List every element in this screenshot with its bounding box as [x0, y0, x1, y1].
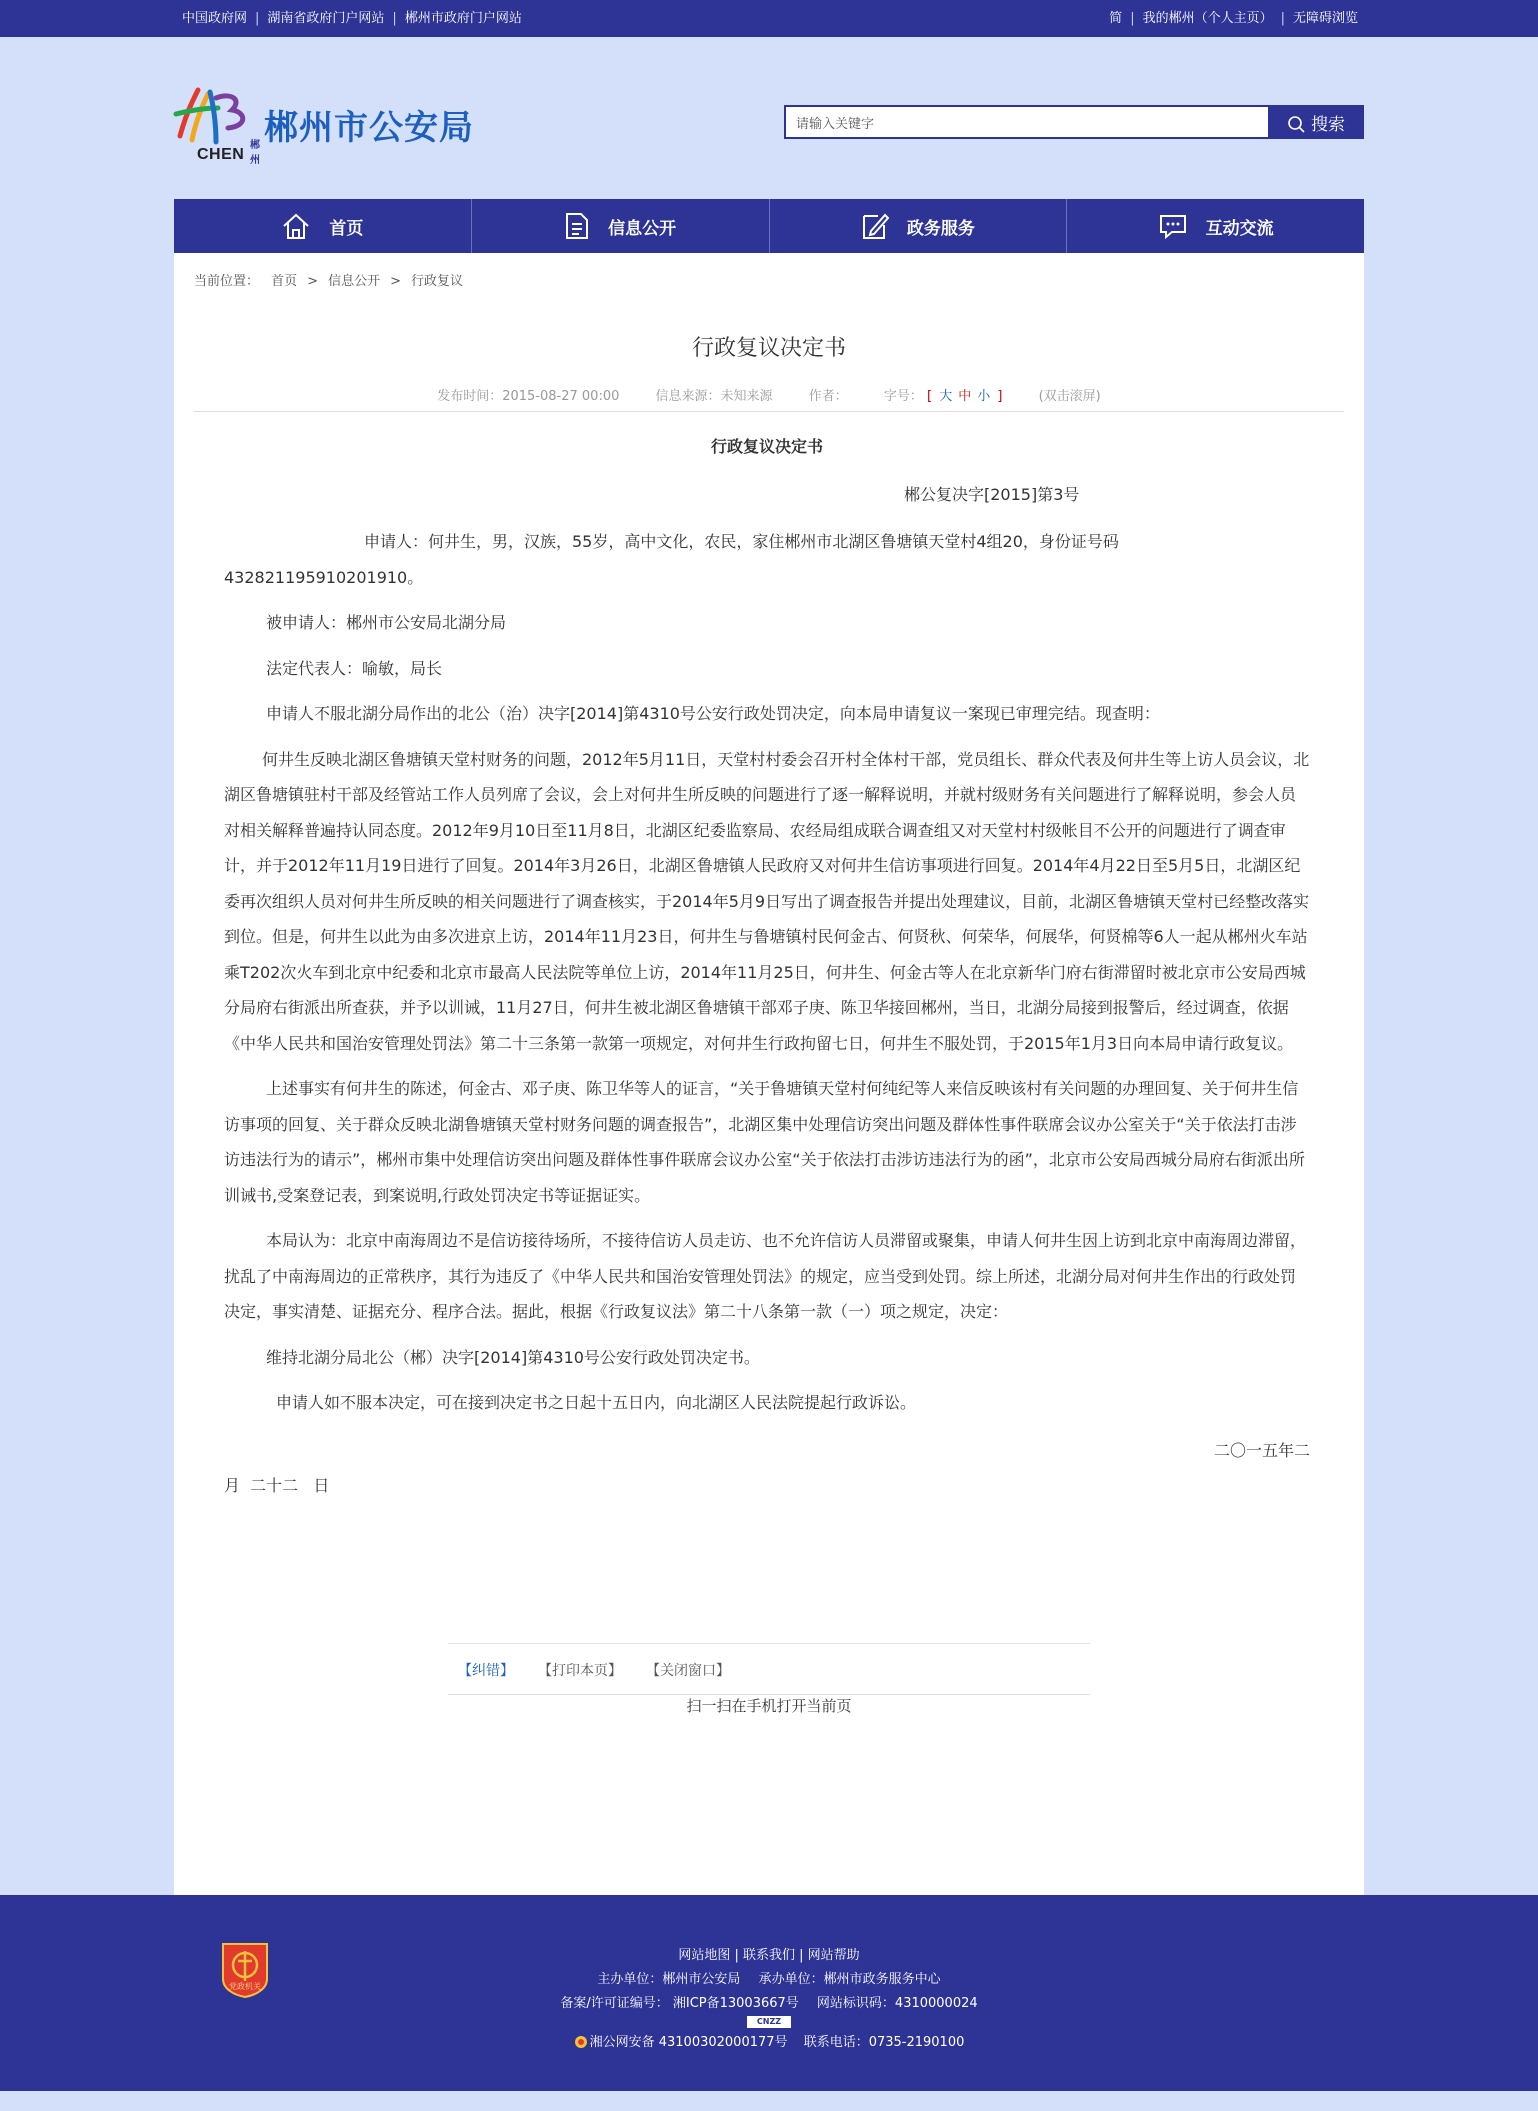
link-chenzhou-gov[interactable]: 郴州市政府门户网站: [404, 11, 522, 26]
font-size-label: 字号：: [883, 389, 923, 404]
link-accessibility[interactable]: 无障碍浏览: [1292, 11, 1358, 26]
paragraph-opinion: 本局认为：北京中南海周边不是信访接待场所，不接待信访人员走访、也不允许信访人员滞留或聚集，申请人何井生因上访到北京中南海周边滞留，扰乱了中南海周边的正常秩序，其行为违反了《中华人民共和国治安管理处罚法》的规定，应当受到处罚。综上所述，北湖分局对何井生作出的行政处罚决定，事实清楚、证据充分、程序合法。据此，根据《行政复议法》第二十八条第一款（一）项之规定，决定：: [224, 1231, 1307, 1321]
document-number: 郴公复决字[2015]第3号: [904, 484, 1080, 504]
paragraph-representative: 法定代表人：喻敏，局长: [266, 658, 443, 678]
document-icon: [564, 211, 590, 241]
font-size-small[interactable]: 小: [977, 389, 991, 404]
author: 作者：: [808, 389, 848, 404]
scroll-hint[interactable]: (双击滚屏): [1038, 389, 1101, 404]
close-window-button[interactable]: 【关闭窗口】: [646, 1663, 730, 1679]
divider: [194, 411, 1344, 412]
nav-interaction[interactable]: [1067, 199, 1364, 253]
edit-icon: [861, 211, 889, 241]
paragraph-evidence: 上述事实有何井生的陈述，何金古、邓子庚、陈卫华等人的证言，“关于鲁塘镇天堂村何纯纪等人来信反映该村有关问题的办理回复、关于何井生信访事项的回复、关于群众反映北湖鲁塘镇天堂村财务问题的调查报告”，北湖区集中处理信访突出问题及群体性事件联席会议办公室关于“关于依法打击涉访违法行为的请示”，郴州市集中处理信访突出问题及群体性事件联席会议办公室“关于依法打击涉访违法行为的函”，北京市公安局西城分局府右街派出所训诫书,受案登记表，到案说明,行政处罚决定书等证据证实。: [224, 1079, 1305, 1205]
breadcrumb: [194, 270, 463, 289]
logo-mark-icon: [172, 84, 262, 148]
link-gov-cn[interactable]: 中国政府网: [182, 11, 248, 26]
footer-site-code: 网站标识码：4310000024: [816, 1996, 978, 2011]
publish-time: 发布时间：2015-08-27 00:00: [437, 389, 620, 404]
site-logo[interactable]: [172, 84, 268, 166]
info-source: 信息来源：未知来源: [655, 389, 773, 404]
link-simplified[interactable]: 简: [1109, 11, 1123, 26]
nav-info-label: 信息公开: [608, 218, 677, 239]
breadcrumb-separator: >: [307, 274, 319, 289]
site-title[interactable]: 郴州市公安局: [264, 108, 474, 148]
article-body: [224, 421, 1310, 1504]
nav-gov-services[interactable]: [770, 199, 1068, 253]
top-bar: [0, 0, 1538, 37]
search-box: [784, 105, 1360, 139]
content-panel: [174, 253, 1364, 1895]
breadcrumb-current[interactable]: 行政复议: [411, 274, 464, 289]
link-hunan-gov[interactable]: 湖南省政府门户网站: [267, 11, 385, 26]
paragraph-appeal: 申请人如不服本决定，可在接到决定书之日起十五日内，向北湖区人民法院提起行政诉讼。: [276, 1393, 917, 1412]
breadcrumb-label: 当前位置：: [194, 274, 260, 289]
nav-info-disclosure[interactable]: [472, 199, 770, 253]
footer-sponsor: 主办单位：郴州市公安局: [597, 1972, 741, 1987]
footer-sitemap[interactable]: 网站地图: [678, 1948, 731, 1963]
font-size-control: [884, 389, 1007, 404]
nav-interaction-label: 互动交流: [1205, 218, 1274, 239]
logo-cn-text: 郴州: [250, 140, 260, 166]
date-line-1: 二〇一五年二: [1213, 1440, 1310, 1460]
search-button[interactable]: [1268, 105, 1364, 139]
logo-en-text: CHEN: [197, 146, 245, 163]
link-my-chenzhou[interactable]: 我的郴州（个人主页）: [1142, 11, 1273, 26]
search-button-label: 搜索: [1311, 114, 1345, 135]
paragraph-applicant: 申请人：何井生，男，汉族，55岁，高中文化，农民，家住郴州市北湖区鲁塘镇天堂村4组20，身份证号码432821195910201910。: [224, 532, 1119, 587]
search-icon: [1287, 115, 1305, 133]
cnzz-stat-badge[interactable]: CNZZ: [747, 2016, 791, 2028]
footer-police-line: [0, 2031, 1538, 2050]
font-size-medium[interactable]: 中: [958, 389, 972, 404]
breadcrumb-separator: >: [390, 274, 401, 289]
paragraph-respondent: 被申请人：郴州市公安局北湖分局: [266, 613, 507, 632]
search-input[interactable]: [784, 105, 1286, 139]
site-header: [172, 80, 1364, 170]
police-shield-icon: [574, 2035, 588, 2049]
top-left-links: 中国政府网 | 湖南省政府门户网站 | 郴州市政府门户网站: [182, 11, 522, 26]
nav-services-label: 政务服务: [906, 218, 975, 239]
page-title: 行政复议决定书: [691, 336, 846, 361]
article-meta: [174, 385, 1364, 404]
article-actions: [448, 1643, 1090, 1695]
bracket-close: ]: [997, 389, 1003, 404]
paragraph-decision: 维持北湖分局北公（郴）决字[2014]第4310号公安行政处罚决定书。: [266, 1347, 760, 1367]
footer-links: 网站地图 | 联系我们 | 网站帮助: [678, 1948, 860, 1963]
footer-organizer: 承办单位：郴州市政务服务中心: [758, 1972, 941, 1987]
article-heading: 行政复议决定书: [710, 437, 823, 456]
nav-home[interactable]: [174, 199, 472, 253]
correct-button[interactable]: 【纠错】: [458, 1663, 514, 1679]
footer-icp[interactable]: 备案/许可证编号： 湘ICP备13003667号: [560, 1996, 799, 2011]
footer-police-record[interactable]: 湘公网安备 43100302000177号: [589, 2035, 788, 2050]
scan-qr-text: 扫一扫在手机打开当前页: [686, 1697, 852, 1715]
footer-cnzz-line: [0, 2014, 1538, 2029]
footer-contact[interactable]: 联系我们: [742, 1948, 795, 1963]
date-line-2: 月 二十二 日: [224, 1476, 330, 1495]
print-button[interactable]: 【打印本页】: [538, 1663, 622, 1679]
footer-record-line: [0, 1992, 1538, 2011]
bracket-open: [: [926, 389, 933, 404]
breadcrumb-home[interactable]: 首页: [271, 274, 298, 289]
chat-icon: [1158, 212, 1188, 240]
footer-help[interactable]: 网站帮助: [807, 1948, 860, 1963]
site-footer: [0, 1895, 1538, 2091]
breadcrumb-info[interactable]: 信息公开: [328, 274, 381, 289]
footer-phone: 联系电话：0735-2190100: [803, 2035, 965, 2050]
footer-sponsor-line: [0, 1968, 1538, 1987]
home-icon: [281, 212, 311, 240]
paragraph-intro: 申请人不服北湖分局作出的北公（治）决字[2014]第4310号公安行政处罚决定，向本局申请复议一案现已审理完结。现查明：: [266, 704, 1160, 723]
top-right-links: 简 | 我的郴州（个人主页） | 无障碍浏览: [1109, 11, 1358, 26]
main-nav: [174, 199, 1364, 253]
nav-home-label: 首页: [329, 218, 364, 239]
badge-text: 党政机关: [229, 1982, 261, 1991]
font-size-large[interactable]: 大: [939, 389, 953, 404]
paragraph-facts: 何井生反映北湖区鲁塘镇天堂村财务的问题，2012年5月11日，天堂村村委会召开村全体村干部，党员组长、群众代表及何井生等上访人员会议，北湖区鲁塘镇驻村干部及经管站工作人员列席了会议，会上对何井生所反映的问题进行了逐一解释说明，并就村级财务有关问题进行了解释说明，参会人员对相关解释普遍持认同态度。2012年9月10日至11月8日，北湖区纪委监察局、农经局组成联合调查组又对天堂村村级帐目不公开的问题进行了调查审计，并于2012年11月19日进行了回复。2014年3月26日，北湖区鲁塘镇人民政府又对何井生信访事项进行回复。2014年4月22日至5月5日，北湖区纪委再次组织人员对何井生所反映的相关问题进行了调查核实，于2014年5月9日写出了调查报告并提出处理建议，目前，北湖区鲁塘镇天堂村已经整改落实到位。但是，何井生以此为由多次进京上访，2014年11月23日，何井生与鲁塘镇村民何金古、何贤秋、何荣华，何展华，何贤棉等6人一起从郴州火车站乘T202次火车到北京中纪委和北京市最高人民法院等单位上访，2014年11月25日，何井生、何金古等人在北京新华门府右街滞留时被北京市公安局西城分局府右街派出所查获，并予以训诫，11月27日，何井生被北湖区鲁塘镇干部邓子庚、陈卫华接回郴州，当日，北湖分局接到报警后，经过调查，依据《中华人民共和国治安管理处罚法》第二十三条第一款第一项规定，对何井生行政拘留七日，何井生不服处罚，于2015年1月3日向本局申请行政复议。: [224, 749, 1310, 1053]
